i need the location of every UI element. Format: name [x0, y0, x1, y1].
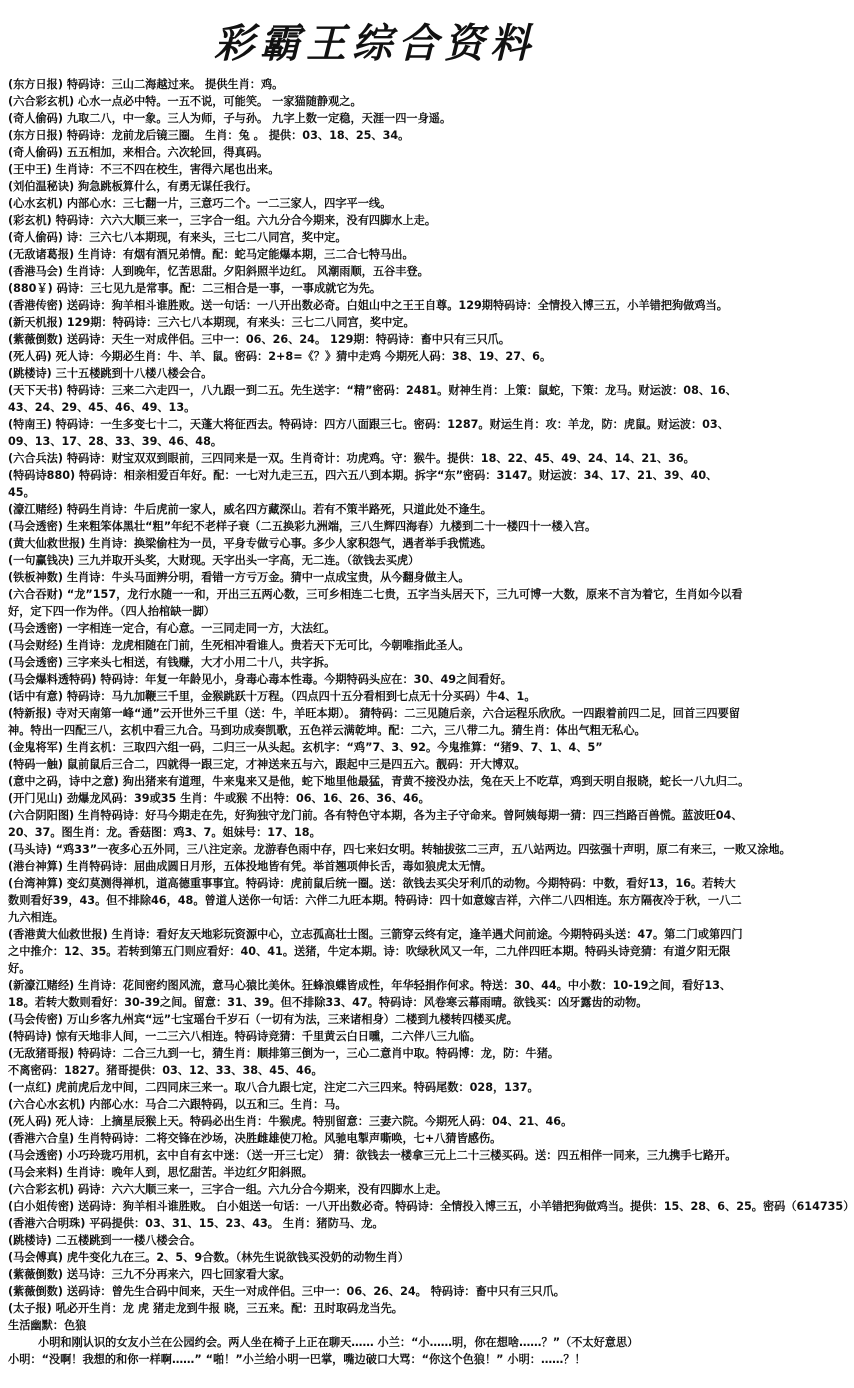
- document-line: (台湾神算) 变幻莫测得禅机，道高德重事事宜。特码诗：虎前鼠后统一圈。送：欲钱去买尖牙利爪的动物。今期特码：中数，看好13，16。若转大数则看好39，43。但不排除46，48。曾道人送你一句话：六伴二九旺本期。特码诗：四十如意嫁吉祥，六伴二八四相连。东方隔夜冷于秋，一八二九六相连。: [8, 877, 742, 924]
- document-line: (马会透密) 三字来头七相送，有钱赚，大才小用二十八，共字拆。: [8, 656, 336, 669]
- document-line: (马会财经) 生肖诗：龙虎相随在门前，生死相冲看谁人。贵若天下无可比，今朝唯指此圣人。: [8, 639, 470, 652]
- document-line: (香港六合皇) 生肖特码诗：二将交锋在沙场，决胜雌雄使刀枪。风驰电掣声嘶唤，七+八猜皆感伤。: [8, 1132, 502, 1145]
- document-line: (无敌猪哥报) 特码诗：二合三九到一七，猜生肖：顺排第三倒为一，三心二意肖中取。特码博：龙，防：牛猪。: [8, 1047, 560, 1060]
- document-line: (特码一触) 鼠前鼠后三合二，四就得一跟三定，才神送来五与六，跟起中三是四五六。靓码：开大博双。: [8, 758, 526, 771]
- document-line: (新天机报) 129期：特码诗：三六七八本期现，有来头：三七二八同宫，奖中定。: [8, 316, 415, 329]
- document-line: (太子报) 吼必开生肖：龙 虎 猪走龙到牛报 晓，三五来。配：丑时取码龙当先。: [8, 1302, 403, 1315]
- document-line: (金鬼将军) 生肖玄机：三取四六组一码，二归三一从头起。玄机字：“鸡”7、3、92。今鬼推算：“猪9、7、1、4、5”: [8, 741, 603, 754]
- document-line: (心水玄机) 内部心水：三七翻一片，三意巧二个。一二三家人，四字平一线。: [8, 197, 392, 210]
- document-line: (六合兵法) 特码诗：财宝双双到眼前，三四同来是一双。生肖奇计：功虎鸡。守：猴牛。提供：18、22、45、49、24、14、21、36。: [8, 452, 695, 465]
- document-line: (马会传密) 万山乡客九州宾“远”七宝瑶台千岁石（一切有为法，三来诸相身）二楼到九楼转四楼买虎。: [8, 1013, 518, 1026]
- document-line: (香港六合明珠) 平码提供：03、31、15、23、43。 生肖：猪防马、龙。: [8, 1217, 384, 1230]
- document-line: (白小姐传密) 送码诗：狗羊相斗谁胜败。 白小姐送一句话：一八开出数必奇。特码诗：全情投入博三五，小羊错把狗做鸡当。提供：15、28、6、25。密码（614735）: [8, 1200, 854, 1213]
- document-line: (六合阴阳图) 生肖特码诗：好马今期走在先，好狗独守龙门前。各有特色守本期，各为主子守命来。曾阿姨每期一猜：四三挡路百兽慌。蓝波旺04、20、37。图生肖：龙。香菇图：鸡3、7。姐妹号：17、18。: [8, 809, 743, 839]
- document-line: (特码诗) 惊有天地非人间，一二三六八相连。特码诗竞猜：千里黄云白日曛，二六伴八三九临。: [8, 1030, 481, 1043]
- document-line: (马会爆料透特码) 特码诗：年复一年龄见小，身毒心毒本性毒。今期特码头应在：30、49之间看好。: [8, 673, 512, 686]
- document-line: 不离密码：1827。猪哥提供：03、12、33、38、45、46。: [8, 1064, 323, 1077]
- document-line: (六合彩玄机) 码诗：六六大顺三来一，三字合一组。六九分合今期来，没有四脚水上走。: [8, 1183, 448, 1196]
- document-line: (天下天书) 特码诗：三来二六走四一，八九跟一到二五。先生送字：“精”密码：2481。财神生肖：上策：鼠蛇，下策：龙马。财运波：08、16、43、24、29、45、46、49、13。: [8, 384, 737, 414]
- document-line: (马头诗) “鸡33”一夜多心五外同，三八注定亲。龙游春色雨中存，四七来妇女明。转轴拔弦二三声，五八站两边。四弦强十声明，原二有来三，一败又涂地。: [8, 843, 791, 856]
- document-line: (奇人偷码) 诗：三六七八本期现，有来头，三七二八同宫，奖中定。: [8, 231, 347, 244]
- document-line: (六合心水玄机) 内部心水：马合二六跟特码，以五和三。生肖：马。: [8, 1098, 347, 1111]
- document-line: (六合吞财) “龙”157，龙行水随一一和，开出三五两心数，三可乡相连二七贵，五字当头居天下，三九可博一大数，原来不言为着它，生肖如今以看好，定下四一作为伴。（四人抬棺缺一脚）: [8, 588, 743, 618]
- story-paragraph: 小明：“没啊！我想的和你一样啊……” “啪！”小兰给小明一巴掌，嘴边破口大骂：“你这个色狼！” 小明：……？！: [8, 1353, 586, 1366]
- document-line: (一句赢钱决) 三九并取开头奖，大财现。天字出头一字高，无二连。（欲钱去买虎）: [8, 554, 420, 567]
- document-line: (马会透密) 生来粗笨体黑壮“粗”年纪不老样子衰（二五换彩九洲端，三八生辉四海春）九楼到二十一楼四十一楼入宫。: [8, 520, 597, 533]
- document-line: (彩玄机) 特码诗：六六大顺三来一，三字合一组。六九分合今期来，没有四脚水上走。: [8, 214, 437, 227]
- document-line: (无敌诸葛报) 生肖诗：有烟有酒兄弟情。配：蛇马定能爆本期，三二合七特马出。: [8, 248, 414, 261]
- story-paragraph: 小明和刚认识的女友小兰在公园约会。两人坐在椅子上正在聊天…… 小兰：“小……明，你在想啥……？”（不太好意思）: [38, 1336, 639, 1349]
- document-line: (特码诗880) 特码诗：相亲相爱百年好。配：一七对九走三五，四六五八到本期。拆字“东”密码：3147。财运波：34、17、21、39、40、45。: [8, 469, 718, 499]
- document-line: (香港马会) 生肖诗：人到晚年，忆苦思甜。夕阳斜照半边红。 风潮雨顺，五谷丰登。: [8, 265, 429, 278]
- document-line: (马会来料) 生肖诗：晚年人到，思忆甜苦。半边红夕阳斜照。: [8, 1166, 313, 1179]
- document-line: (港台神算) 生肖特码诗：屈曲成圆日月形，五体投地皆有凭。举首翘项伸长舌，毒如狼虎太无情。: [8, 860, 492, 873]
- document-line: (刘伯温秘诀) 狗急跳板算什么，有勇无谋任我行。: [8, 180, 258, 193]
- document-line: (跳楼诗) 二五楼跳到一一楼八楼会合。: [8, 1234, 202, 1247]
- page-title: 彩霸王综合资料: [214, 20, 536, 67]
- document-line: (六合彩玄机) 心水一点必中特。一五不说，可能笑。 一家猫随静观之。: [8, 95, 362, 108]
- document-line: (东方日报) 特码诗：龙前龙后镜三圈。 生肖：兔 。 提供：03、18、25、34。: [8, 129, 410, 142]
- document-line: (死人码) 死人诗：上摘星辰猴上天。特码必出生肖：牛猴虎。特别留意：三妻六院。今期死人码：04、21、46。: [8, 1115, 573, 1128]
- document-line: (紫薇倒数) 送马诗：三九不分再来六，四七回家看大家。: [8, 1268, 291, 1281]
- document-line: (香港黄大仙救世报) 生肖诗：看好友天地彩玩资源中心，立志孤高壮士图。三箭穿云终有定，逢羊遇犬问前途。今期特码头送：47。第二门或第四门之中推介：12、35。若转到第五门则应看好：40、41。送猪，牛定本期。诗：吹绿秋风又一年，二九伴四旺本期。特码头诗竞猜：有道夕阳无限好。: [8, 928, 743, 975]
- document-line: (紫薇倒数) 送码诗：天生一对成伴侣。三中一：06、26、24。 129期：特码诗：畜中只有三只爪。: [8, 333, 511, 346]
- document-line: (黄大仙救世报) 生肖诗：换梁偷柱为一员，平身专做亏心事。多少人家积怨气，遇者举手我慌逃。: [8, 537, 492, 550]
- document-line: (王中王) 生肖诗：不三不四在校生，害得六尾也出来。: [8, 163, 280, 176]
- document-line: (意中之码，诗中之意) 狗出猪来有道理，牛来鬼来又是他，蛇下地里他最猛，青黄不接没办法，兔在天上不吃草，鸡到天明自报晓，蛇长一八九归二。: [8, 775, 750, 788]
- document-line: (奇人偷码) 九取二八，中一象。三人为师，子与孙。 九字上数一定稳，天涯一四一身遥。: [8, 112, 452, 125]
- document-line: (开门见山) 劲爆龙风码：39或35 生肖：牛或猴 不出特：06、16、26、36、46。: [8, 792, 430, 805]
- document-line: (马会傅真) 虎牛变化九在三。2、5、9合数。（林先生说欲钱买没奶的动物生肖）: [8, 1251, 410, 1264]
- document-line: (铁板神数) 生肖诗：牛头马面辨分明，看错一方亏万金。猜中一点成宝贵，从今翻身做主人。: [8, 571, 470, 584]
- document-line: (马会透密) 小巧玲珑巧用机，玄中自有玄中迷：（送一开三七定） 猜：欲钱去一楼拿三元上二十三楼买码。送：四五相伴一同来，三九携手七路开。: [8, 1149, 737, 1162]
- document-line: (一点红) 虎前虎后龙中间，二四同床三来一。取八合九跟七定，注定二六三四来。特码尾数：028，137。: [8, 1081, 539, 1094]
- document-body: [8, 76, 854, 1368]
- document-line: (特新报) 寺对天南第一峰“通”云开世外三千里（送：牛，羊旺本期）。 猜特码：二三见随后亲，六合运程乐欣欣。一四跟着前四二足，回首三四要留神。特出一四配三八，玄机中看三九合。马到功成奏凯歌，五色祥云满乾坤。配：二六，三八带二九。猜生肖：体出气粗无私心。: [8, 707, 740, 737]
- document-line: (东方日报) 特码诗：三山二海越过来。 提供生肖：鸡。: [8, 78, 284, 91]
- document-line: (特南王) 特码诗：一生多变七十二，天蓬大将征西去。特码诗：四方八面跟三七。密码：1287。财运生肖：攻：羊龙，防：虎鼠。财运波：03、09、13、17、28、33、39、46、48。: [8, 418, 729, 448]
- document-line: (新濠江赌经) 生肖诗：花间密约图风流，意马心猿比美休。狂蜂浪蝶皆成性，年华轻捐作何求。特送：30、44。中小数：10-19之间，看好13、18。若转大数则看好：30-39之间。留意：31、39。但不排除33、47。特码诗：风卷寒云幕雨晴。欲钱买：凶牙露齿的动物。: [8, 979, 732, 1009]
- document-line: (880￥) 码诗：三七见九是常事。配：二三相合是一事，一事成就它为先。: [8, 282, 382, 295]
- document-line: (话中有意) 特码诗：马九加鞭三千里，金猴跳跃十万程。（四点四十五分看相到七点无十分买码）牛4、1。: [8, 690, 536, 703]
- document-line: (马会透密) 一字相连一定合，有心意。一三同走同一方，大法红。: [8, 622, 336, 635]
- document-line: (紫薇倒数) 送码诗：曾先生合码中间来，天生一对成伴侣。三中一：06、26、24。 特码诗：畜中只有三只爪。: [8, 1285, 565, 1298]
- document-line: (跳楼诗) 三十五楼跳到十八楼八楼会合。: [8, 367, 213, 380]
- document-line: (香港传密) 送码诗：狗羊相斗谁胜败。送一句话：一八开出数必奇。白姐山中之王王自尊。129期特码诗：全情投入博三五，小羊错把狗做鸡当。: [8, 299, 728, 312]
- document-line: (濠江赌经) 特码生肖诗：牛后虎前一家人，威名四方藏深山。若有不策半路死，只道此处不逢生。: [8, 503, 492, 516]
- document-line: 生活幽默：色狼: [8, 1319, 87, 1332]
- document-line: (奇人偷码) 五五相加，来相合。六次轮回，得真码。: [8, 146, 269, 159]
- document-line: (死人码) 死人诗：今期必生肖：牛、羊、鼠。密码：2+8=《？》猜中走鸡 今期死人码：38、19、27、6。: [8, 350, 552, 363]
